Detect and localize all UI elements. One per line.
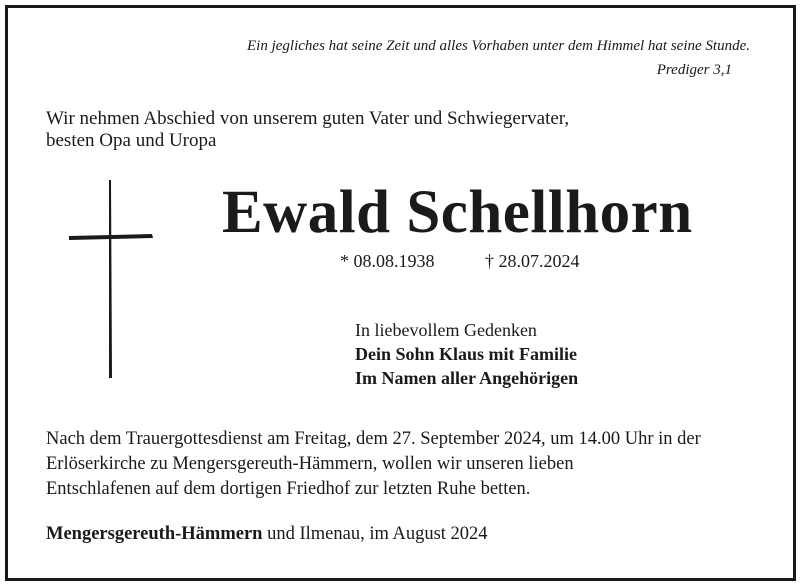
funeral-line-1: Nach dem Trauergottesdienst am Freitag, dem 27. September 2024, um 14.00 Uhr in der <box>46 429 701 449</box>
bible-quote: Ein jegliches hat seine Zeit und alles Vorhaben unter dem Himmel hat seine Stunde. <box>247 38 750 54</box>
bible-quote-source: Prediger 3,1 <box>656 62 732 78</box>
birth-date: * 08.08.1938 <box>340 251 435 271</box>
funeral-line-3: Entschlafenen auf dem dortigen Friedhof zur letzten Ruhe betten. <box>46 479 531 499</box>
intro-line-2: besten Opa und Uropa <box>46 130 217 151</box>
signature-line <box>46 524 488 545</box>
death-date: † 28.07.2024 <box>485 251 580 271</box>
funeral-text <box>46 427 701 502</box>
mourners-relatives: Im Namen aller Angehörigen <box>355 368 579 388</box>
intro-line-1: Wir nehmen Abschied von unserem guten Vater und Schwiegervater, <box>46 108 570 129</box>
funeral-line-2: Erlöserkirche zu Mengersgereuth-Hämmern, wollen wir unseren lieben <box>46 454 574 474</box>
mourners-intro: In liebevollem Gedenken <box>355 320 537 340</box>
deceased-name: Ewald Schellhorn <box>222 179 693 246</box>
cross-icon <box>66 178 158 380</box>
mourners-son: Dein Sohn Klaus mit Familie <box>355 344 578 364</box>
signature-place: Mengersgereuth-Hämmern <box>46 524 263 544</box>
signature-rest: und Ilmenau, im August 2024 <box>262 524 488 544</box>
